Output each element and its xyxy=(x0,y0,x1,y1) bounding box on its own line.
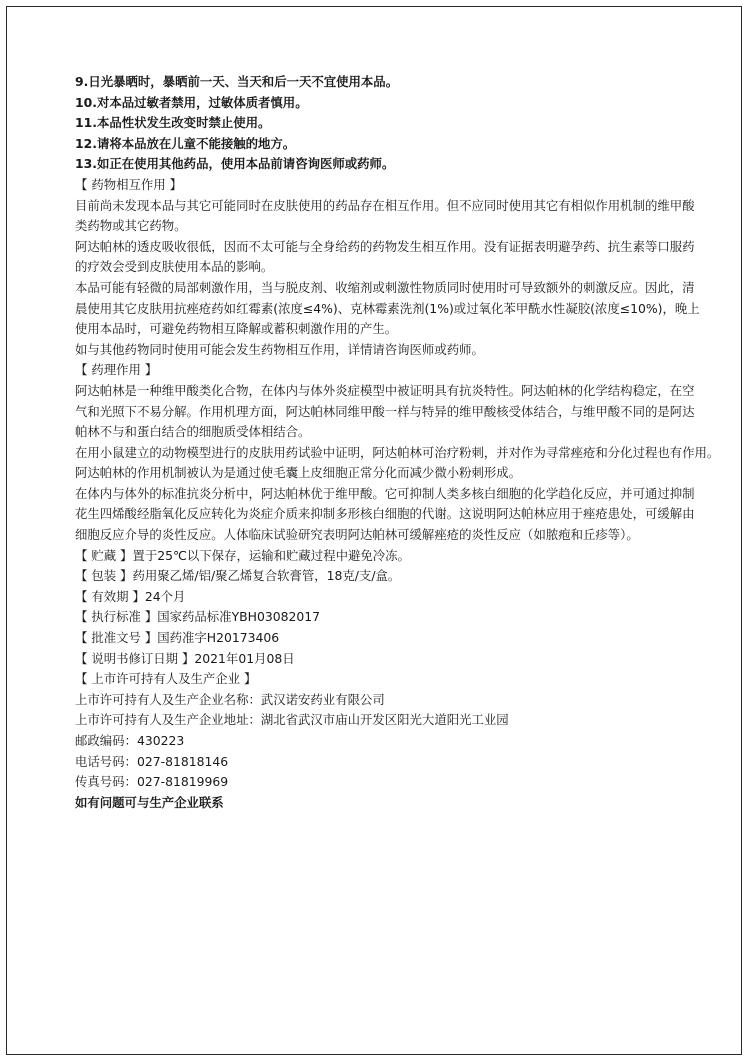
interactions-line: 的疗效会受到皮肤使用本品的影响。 xyxy=(75,259,274,275)
postal-code: 邮政编码：430223 xyxy=(75,733,185,748)
leaflet-content xyxy=(75,72,720,813)
interactions-line: 类药物或其它药物。 xyxy=(75,218,187,234)
pharmacology-line: 在用小鼠建立的动物模型进行的皮肤用药试验中证明，阿达帕林可治疗粉刺，并对作为寻常痤疮和分化过程也有作用。 xyxy=(75,444,720,460)
note-9: 9.日光暴晒时，暴晒前一天、当天和后一天不宜使用本品。 xyxy=(75,74,399,89)
pharmacology-line: 阿达帕林是一种维甲酸类化合物，在体内与体外炎症模型中被证明具有抗炎特性。阿达帕林的化学结构稳定，在空 xyxy=(75,382,695,398)
interactions-line: 如与其他药物同时使用可能会发生药物相互作用，详情请咨询医师或药师。 xyxy=(75,341,484,357)
pharmacology-line: 气和光照下不易分解。作用机理方面，阿达帕林同维甲酸一样与特异的维甲酸核受体结合，与维甲酸不同的是阿达 xyxy=(75,403,695,419)
interactions-line: 目前尚未发现本品与其它可能同时在皮肤使用的药品存在相互作用。但不应同时使用其它有相似作用机制的维甲酸 xyxy=(75,197,695,213)
note-12: 12.请将本品放在儿童不能接触的地方。 xyxy=(75,135,296,151)
fax-number: 传真号码：027-81819969 xyxy=(75,774,229,790)
company-name: 上市许可持有人及生产企业名称：武汉诺安药业有限公司 xyxy=(75,691,385,707)
pharmacology-line: 阿达帕林的作用机制被认为是通过使毛囊上皮细胞正常分化而减少微小粉刺形成。 xyxy=(75,465,522,481)
approval-number-spec: 【 批准文号 】国药准字H20173406 xyxy=(75,630,280,646)
interactions-line: 晨使用其它皮肤用抗痤疮药如红霉素(浓度≤4%)、克林霉素洗剂(1%)或过氧化苯甲酰水性凝胶(浓度≤10%)，晚上 xyxy=(75,300,700,316)
company-address: 上市许可持有人及生产企业地址：湖北省武汉市庙山开发区阳光大道阳光工业园 xyxy=(75,712,509,728)
interactions-line: 阿达帕林的透皮吸收很低，因而不太可能与全身给药的药物发生相互作用。没有证据表明避孕药、抗生素等口服药 xyxy=(75,238,695,254)
interactions-line: 使用本品时，可避免药物相互降解或蓄积刺激作用的产生。 xyxy=(75,321,398,337)
storage-spec: 【 贮藏 】置于25℃以下保存，运输和贮藏过程中避免冷冻。 xyxy=(75,547,410,563)
pharmacology-heading: 【 药理作用 】 xyxy=(75,362,158,378)
phone-number: 电话号码：027-81818146 xyxy=(75,753,229,769)
company-heading: 【 上市许可持有人及生产企业 】 xyxy=(75,671,257,687)
pharmacology-line: 细胞反应介导的炎性反应。人体临床试验研究表明阿达帕林可缓解痤疮的炎性反应（如脓疱和丘疹等）。 xyxy=(75,527,639,543)
packaging-spec: 【 包装 】药用聚乙烯/铝/聚乙烯复合软膏管，18克/支/盒。 xyxy=(75,568,401,584)
pharmacology-line: 在体内与体外的标准抗炎分析中，阿达帕林优于维甲酸。它可抑制人类多核白细胞的化学趋化反应，并可通过抑制 xyxy=(75,485,695,501)
pharmacology-line: 帕林不与和蛋白结合的细胞质受体相结合。 xyxy=(75,424,311,440)
revision-date-spec: 【 说明书修订日期 】2021年01月08日 xyxy=(75,650,295,666)
contact-note: 如有问题可与生产企业联系 xyxy=(75,794,224,810)
note-11: 11.本品性状发生改变时禁止使用。 xyxy=(75,115,271,131)
note-13: 13.如正在使用其他药品，使用本品前请咨询医师或药师。 xyxy=(75,156,395,172)
shelf-life-spec: 【 有效期 】24个月 xyxy=(75,588,186,604)
standard-spec: 【 执行标准 】国家药品标准YBH03082017 xyxy=(75,609,321,625)
note-10: 10.对本品过敏者禁用，过敏体质者慎用。 xyxy=(75,94,308,110)
interactions-line: 本品可能有轻微的局部刺激作用，当与脱皮剂、收缩剂或刺激性物质同时使用时可导致额外的刺激反应。因此，清 xyxy=(75,279,695,295)
pharmacology-line: 花生四烯酸经脂氧化反应转化为炎症介质来抑制多形核白细胞的代谢。这说明阿达帕林应用于痤疮患处，可缓解由 xyxy=(75,506,695,522)
interactions-heading: 【 药物相互作用 】 xyxy=(75,176,183,192)
